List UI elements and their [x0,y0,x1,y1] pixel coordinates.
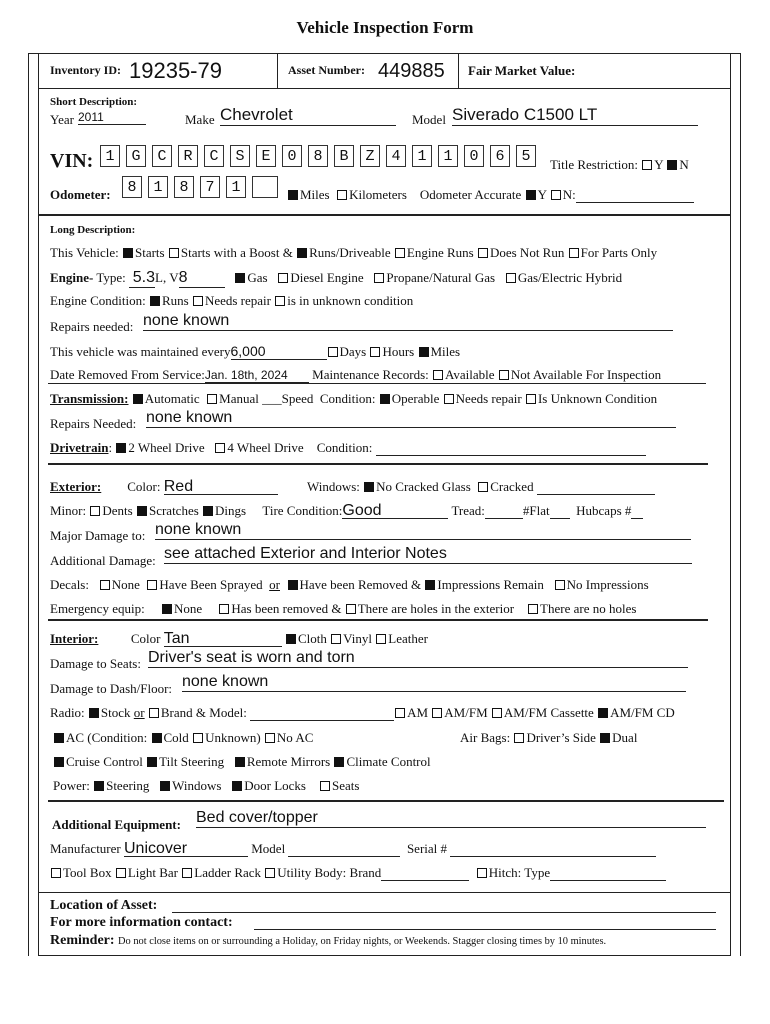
tilt-checkbox[interactable] [147,757,157,767]
reminder [50,933,606,949]
miles-label: Miles [300,187,330,202]
odometer-digit[interactable] [252,176,278,198]
tilt-label: Tilt Steering [159,754,225,769]
dual-checkbox[interactable] [600,733,610,743]
liters-field[interactable]: 5.3 [129,269,155,288]
contact-field[interactable] [254,915,716,930]
title-restriction-y-label: Y [654,157,664,172]
odometer-accurate-n-label: N: [562,187,576,202]
vin-char[interactable]: E [256,145,276,167]
year-label: Year [50,112,74,127]
make-label: Make [185,112,215,127]
cassette-checkbox[interactable] [492,708,502,718]
power-steering-checkbox[interactable] [94,781,104,791]
vin-char[interactable]: R [178,145,198,167]
decals-sprayed-checkbox[interactable] [147,580,157,590]
drivers-side-checkbox[interactable] [514,733,524,743]
dings-label: Dings [215,503,247,518]
header-divider [38,88,731,89]
maint-divider [48,383,706,384]
trans-unknown-checkbox[interactable] [526,394,536,404]
title-restriction-label: Title Restriction: [550,157,638,172]
odometer-accurate-y-checkbox[interactable] [526,190,536,200]
equipment-divider [48,800,724,802]
ac-unknown-label: Unknown) [205,730,261,745]
two-wd-label: 2 Wheel Drive [128,440,205,455]
engine-unknown-checkbox[interactable] [275,296,285,306]
vin-char[interactable]: 6 [490,145,510,167]
gas-label: Gas [247,270,268,285]
utility-brand-field[interactable] [381,866,469,881]
maintenance-interval-field[interactable]: 6,000 [231,343,327,360]
holes-checkbox[interactable] [346,604,356,614]
ac-label: AC (Condition: [66,730,148,745]
vin-char[interactable]: 8 [308,145,328,167]
ext-color-label: Color: [127,479,161,494]
no-cracked-glass-checkbox[interactable] [364,482,374,492]
cruise-label: Cruise Control [66,754,143,769]
int-color-field[interactable]: Tan [164,632,282,647]
trans-unknown-label: Is Unknown Condition [537,391,658,406]
frame-left [38,53,39,956]
inventory-label: Inventory ID: [50,63,121,77]
accessories-row [50,865,666,881]
equip-model-label: Model [251,841,286,856]
radio-label: Radio: [50,705,85,720]
scratches-checkbox[interactable] [137,506,147,516]
ac-cold-label: Cold [163,730,189,745]
engine-runs-cond-label: Runs [161,293,189,308]
scratches-label: Scratches [148,503,199,518]
climate-label: Climate Control [346,754,431,769]
cruise-checkbox[interactable] [54,757,64,767]
decals-none-checkbox[interactable] [100,580,110,590]
manual-label: Manual [219,391,259,406]
does-not-run-label: Does Not Run [489,245,565,260]
hubcaps-label: Hubcaps # [576,503,632,518]
interior-heading: Interior: [50,631,99,646]
serial-label: Serial # [406,841,448,856]
major-damage-field[interactable]: none known [155,521,691,540]
footer-divider [38,892,731,893]
ac-checkbox[interactable] [54,733,64,743]
drivetrain-condition-label: Condition: [316,440,373,455]
vinyl-checkbox[interactable] [331,634,341,644]
odometer-digit[interactable]: 7 [200,176,220,198]
engine-type-row [50,269,622,288]
model-label: Model [412,112,446,127]
records-available-checkbox[interactable] [433,370,443,380]
additional-damage-field[interactable]: see attached Exterior and Interior Notes [164,545,692,564]
year-field[interactable]: 2011 [78,110,146,125]
dents-label: Dents [102,503,133,518]
two-wd-checkbox[interactable] [116,443,126,453]
short-desc-heading: Short Description: [50,96,138,108]
title-restriction-y-checkbox[interactable] [642,160,652,170]
repairs-needed-field[interactable]: none known [143,312,673,331]
no-ac-label: No AC [276,730,314,745]
emergency-removed-checkbox[interactable] [219,604,229,614]
repairs-needed-label: Repairs needed: [50,319,134,334]
impressions-remain-checkbox[interactable] [425,580,435,590]
cracked-field[interactable] [537,480,655,495]
odometer-accurate-n-checkbox[interactable] [551,190,561,200]
kilometers-checkbox[interactable] [337,190,347,200]
vin-char[interactable]: C [204,145,224,167]
lightbar-checkbox[interactable] [116,868,126,878]
ladder-checkbox[interactable] [182,868,192,878]
additional-damage-label: Additional Damage: [50,553,156,568]
ext-color-field[interactable]: Red [164,480,278,495]
asset-label: Asset Number: [288,63,365,77]
mirrors-checkbox[interactable] [235,757,245,767]
holes-label: There are holes in the exterior [357,601,515,616]
drivetrain-condition-field[interactable] [376,441,646,456]
emergency-removed-label: Has been removed & [231,601,342,616]
features-row [53,754,431,770]
gas-checkbox[interactable] [235,273,245,283]
operable-checkbox[interactable] [380,394,390,404]
repairs-needed-2-label: Repairs Needed: [50,416,137,431]
cracked-checkbox[interactable] [478,482,488,492]
tire-condition-field[interactable]: Good [342,504,448,519]
exterior-row-2 [50,503,643,519]
decals-or-label: or [269,577,280,592]
airbags-row [460,730,637,746]
vin-char[interactable]: 0 [282,145,302,167]
starts-checkbox[interactable] [123,248,133,258]
diesel-label: Diesel Engine [290,270,364,285]
serial-field[interactable] [450,842,656,857]
decals-removed-label: Have been Removed & [299,577,422,592]
model-field[interactable]: Siverado C1500 LT [452,105,698,126]
make-field[interactable]: Chevrolet [220,105,396,126]
ac-cold-checkbox[interactable] [152,733,162,743]
flat-field[interactable] [550,504,570,519]
frame-right [730,53,731,956]
runs-driveable-checkbox[interactable] [297,248,307,258]
operable-label: Operable [391,391,440,406]
power-steering-label: Steering [106,778,150,793]
no-ac-checkbox[interactable] [265,733,275,743]
impressions-remain-label: Impressions Remain [437,577,544,592]
radio-row [50,705,675,721]
engine-label: Engine- [50,270,94,285]
decals-label: Decals: [50,577,89,592]
decals-sprayed-label: Have Been Sprayed [159,577,263,592]
kilometers-label: Kilometers [349,187,407,202]
four-wd-checkbox[interactable] [215,443,225,453]
cracked-label: Cracked [490,479,534,494]
dual-label: Dual [612,730,638,745]
type-label: Type: [96,270,126,285]
records-available-label: Available [444,367,495,382]
frame-bottom [38,955,731,956]
emergency-none-checkbox[interactable] [162,604,172,614]
lv-label: L, V [155,270,179,285]
engine-runs-checkbox[interactable] [395,248,405,258]
contact-label: For more information contact: [50,915,233,930]
lightbar-label: Light Bar [127,865,179,880]
hybrid-label: Gas/Electric Hybrid [517,270,623,285]
odometer-accurate-y-label: Y [537,187,547,202]
records-not-available-label: Not Available For Inspection [510,367,662,382]
form-title: Vehicle Inspection Form [296,18,474,37]
header-col-divider-2 [458,53,459,88]
automatic-checkbox[interactable] [133,394,143,404]
engine-condition-row [50,293,413,309]
vinyl-label: Vinyl [343,631,372,646]
propane-checkbox[interactable] [374,273,384,283]
cylinders-field[interactable]: 8 [179,269,225,288]
fmv-label: Fair Market Value: [468,63,576,78]
frame-left-outer [28,53,29,956]
propane-label: Propane/Natural Gas [386,270,496,285]
leather-label: Leather [388,631,428,646]
tread-label: Tread: [451,503,485,518]
trans-needs-repair-label: Needs repair [455,391,522,406]
four-wd-label: 4 Wheel Drive [227,440,304,455]
maintenance-row [50,343,460,360]
trans-needs-repair-checkbox[interactable] [444,394,454,404]
decals-none-label: None [111,577,140,592]
automatic-label: Automatic [144,391,200,406]
am-label: AM [407,705,429,720]
damage-dash-field[interactable]: none known [182,673,686,692]
interior-divider [48,619,708,621]
tire-condition-label: Tire Condition: [262,503,343,518]
decals-removed-checkbox[interactable] [288,580,298,590]
days-label: Days [339,344,367,359]
engine-runs-label: Engine Runs [406,245,474,260]
vehicle-status-row [50,245,657,261]
hitch-type-field[interactable] [550,866,666,881]
emergency-none-label: None [173,601,203,616]
cd-checkbox[interactable] [598,708,608,718]
frame-top [28,53,741,54]
amfm-label: AM/FM [444,705,488,720]
cloth-checkbox[interactable] [286,634,296,644]
ladder-label: Ladder Rack [194,865,262,880]
vin-char[interactable]: 5 [516,145,536,167]
damage-dash-label: Damage to Dash/Floor: [50,681,173,696]
cloth-label: Cloth [298,631,327,646]
power-locks-checkbox[interactable] [232,781,242,791]
diesel-checkbox[interactable] [278,273,288,283]
leather-checkbox[interactable] [376,634,386,644]
radio-stock-label: Stock [100,705,131,720]
maint-records-label: Maintenance Records: [312,367,429,382]
ac-row [53,730,313,746]
drivetrain-row: Drivetrain: 2 Wheel Drive 4 Wheel Drive Condition: [50,440,646,456]
engine-runs-cond-checkbox[interactable] [150,296,160,306]
boost-checkbox[interactable] [169,248,179,258]
vin-char[interactable]: S [230,145,250,167]
no-impressions-checkbox[interactable] [555,580,565,590]
starts-label: Starts [134,245,165,260]
maint-miles-label: Miles [430,344,461,359]
odometer-label: Odometer: [50,187,111,202]
odometer-digit[interactable]: 1 [148,176,168,198]
radio-brand-field[interactable] [250,706,394,721]
odometer-units [287,187,694,203]
am-checkbox[interactable] [395,708,405,718]
no-cracked-glass-label: No Cracked Glass [376,479,471,494]
odometer-digit[interactable]: 8 [174,176,194,198]
flat-label: #Flat [522,503,550,518]
header-col-divider-1 [277,53,278,88]
reminder-label: Reminder: [50,933,115,948]
inventory-value[interactable]: 19235-79 [129,58,222,83]
transmission-row [50,391,657,407]
tread-field[interactable] [485,504,523,519]
hitch-label: Hitch: Type [488,865,551,880]
odometer-accurate-label: Odometer Accurate [419,187,522,202]
hitch-checkbox[interactable] [477,868,487,878]
frame-right-outer [740,53,741,956]
parts-only-label: For Parts Only [580,245,658,260]
date-removed-row [50,367,661,383]
interior-row-1 [50,631,428,647]
vin-label: VIN: [50,150,94,172]
engine-needs-repair-checkbox[interactable] [193,296,203,306]
vin-char[interactable]: 1 [438,145,458,167]
minor-label: Minor: [50,503,87,518]
decals-row [50,577,649,593]
records-not-available-checkbox[interactable] [499,370,509,380]
odometer-accurate-n-field[interactable] [576,188,694,203]
windows-label: Windows: [307,479,360,494]
hubcaps-field[interactable] [631,504,643,519]
vin-char[interactable]: B [334,145,354,167]
dings-checkbox[interactable] [203,506,213,516]
int-color-label: Color [130,631,161,646]
repairs-needed-2-field[interactable]: none known [146,409,676,428]
damage-seats-label: Damage to Seats: [50,656,141,671]
radio-brand-label: Brand & Model: [160,705,247,720]
manufacturer-label: Manufacturer [50,841,121,856]
airbags-label: Air Bags: [460,730,511,745]
climate-checkbox[interactable] [334,757,344,767]
hours-checkbox[interactable] [370,347,380,357]
parts-only-checkbox[interactable] [569,248,579,258]
toolbox-checkbox[interactable] [51,868,61,878]
toolbox-label: Tool Box [63,865,112,880]
transmission-label: Transmission: [50,391,129,406]
date-removed-label: Date Removed From Service: [50,367,205,382]
trans-condition-label: Condition: [319,391,376,406]
no-impressions-label: No Impressions [566,577,649,592]
emergency-row [50,601,636,617]
utility-label: Utility Body: Brand [277,865,382,880]
engine-needs-repair-label: Needs repair [204,293,271,308]
vin-char[interactable]: G [126,145,146,167]
reminder-text: Do not close items on or surrounding a Holiday, on Friday nights, or Weekends. Stagger closing times by 10 minutes. [118,936,607,947]
location-field[interactable] [172,898,716,913]
vin-char[interactable]: Z [360,145,380,167]
location-label: Location of Asset: [50,898,158,913]
maint-miles-checkbox[interactable] [419,347,429,357]
date-removed-field[interactable]: Jan. 18th, 2024 [205,368,309,383]
odometer-digit[interactable]: 8 [122,176,142,198]
vin-char[interactable]: 1 [412,145,432,167]
manufacturer-field[interactable]: Unicover [124,842,248,857]
equip-model-field[interactable] [288,842,400,857]
vin-char[interactable]: 1 [100,145,120,167]
radio-or-label: or [133,705,145,720]
title-restriction [550,157,689,173]
power-seats-label: Seats [331,778,360,793]
no-holes-checkbox[interactable] [528,604,538,614]
asset-value[interactable]: 449885 [378,60,445,82]
title-restriction-n-checkbox[interactable] [667,160,677,170]
hybrid-checkbox[interactable] [506,273,516,283]
damage-seats-field[interactable]: Driver's seat is worn and torn [148,649,688,668]
speed-label: ___Speed [262,391,314,406]
power-locks-label: Door Locks [244,778,306,793]
major-damage-label: Major Damage to: [50,528,146,543]
this-vehicle-label: This Vehicle: [50,245,119,260]
ac-unknown-checkbox[interactable] [193,733,203,743]
mirrors-label: Remote Mirrors [246,754,331,769]
equipment-field[interactable]: Bed cover/topper [196,809,706,828]
vin-char[interactable]: C [152,145,172,167]
power-label: Power: [53,778,90,793]
power-row [53,778,359,794]
exterior-row-1 [50,479,655,495]
runs-driveable-label: Runs/Driveable [309,245,391,260]
amfm-checkbox[interactable] [432,708,442,718]
miles-checkbox[interactable] [288,190,298,200]
power-windows-checkbox[interactable] [160,781,170,791]
boost-label: Starts with a Boost & [180,245,293,260]
days-checkbox[interactable] [328,347,338,357]
cd-label: AM/FM CD [610,705,675,720]
cassette-label: AM/FM Cassette [503,705,594,720]
exterior-divider [48,463,708,465]
odometer-digit[interactable]: 1 [226,176,246,198]
engine-condition-label: Engine Condition: [50,293,146,308]
power-windows-label: Windows [172,778,222,793]
does-not-run-checkbox[interactable] [478,248,488,258]
manual-checkbox[interactable] [207,394,217,404]
no-holes-label: There are no holes [540,601,637,616]
dents-checkbox[interactable] [90,506,100,516]
long-desc-heading: Long Description: [50,224,136,236]
radio-brand-checkbox[interactable] [149,708,159,718]
radio-stock-checkbox[interactable] [89,708,99,718]
utility-checkbox[interactable] [265,868,275,878]
vin-char[interactable]: 0 [464,145,484,167]
engine-unknown-label: is in unknown condition [287,293,414,308]
emergency-label: Emergency equip: [50,601,145,616]
title-restriction-n-label: N [679,157,689,172]
drivetrain-label: Drivetrain [50,440,109,455]
drivers-side-label: Driver’s Side [526,730,596,745]
vin-char[interactable]: 4 [386,145,406,167]
vin-section-divider [38,214,731,216]
hours-label: Hours [382,344,415,359]
equipment-label: Additional Equipment: [52,817,181,832]
exterior-heading: Exterior: [50,479,102,494]
manufacturer-row [50,841,656,857]
power-seats-checkbox[interactable] [320,781,330,791]
maintained-label: This vehicle was maintained every [50,344,231,359]
